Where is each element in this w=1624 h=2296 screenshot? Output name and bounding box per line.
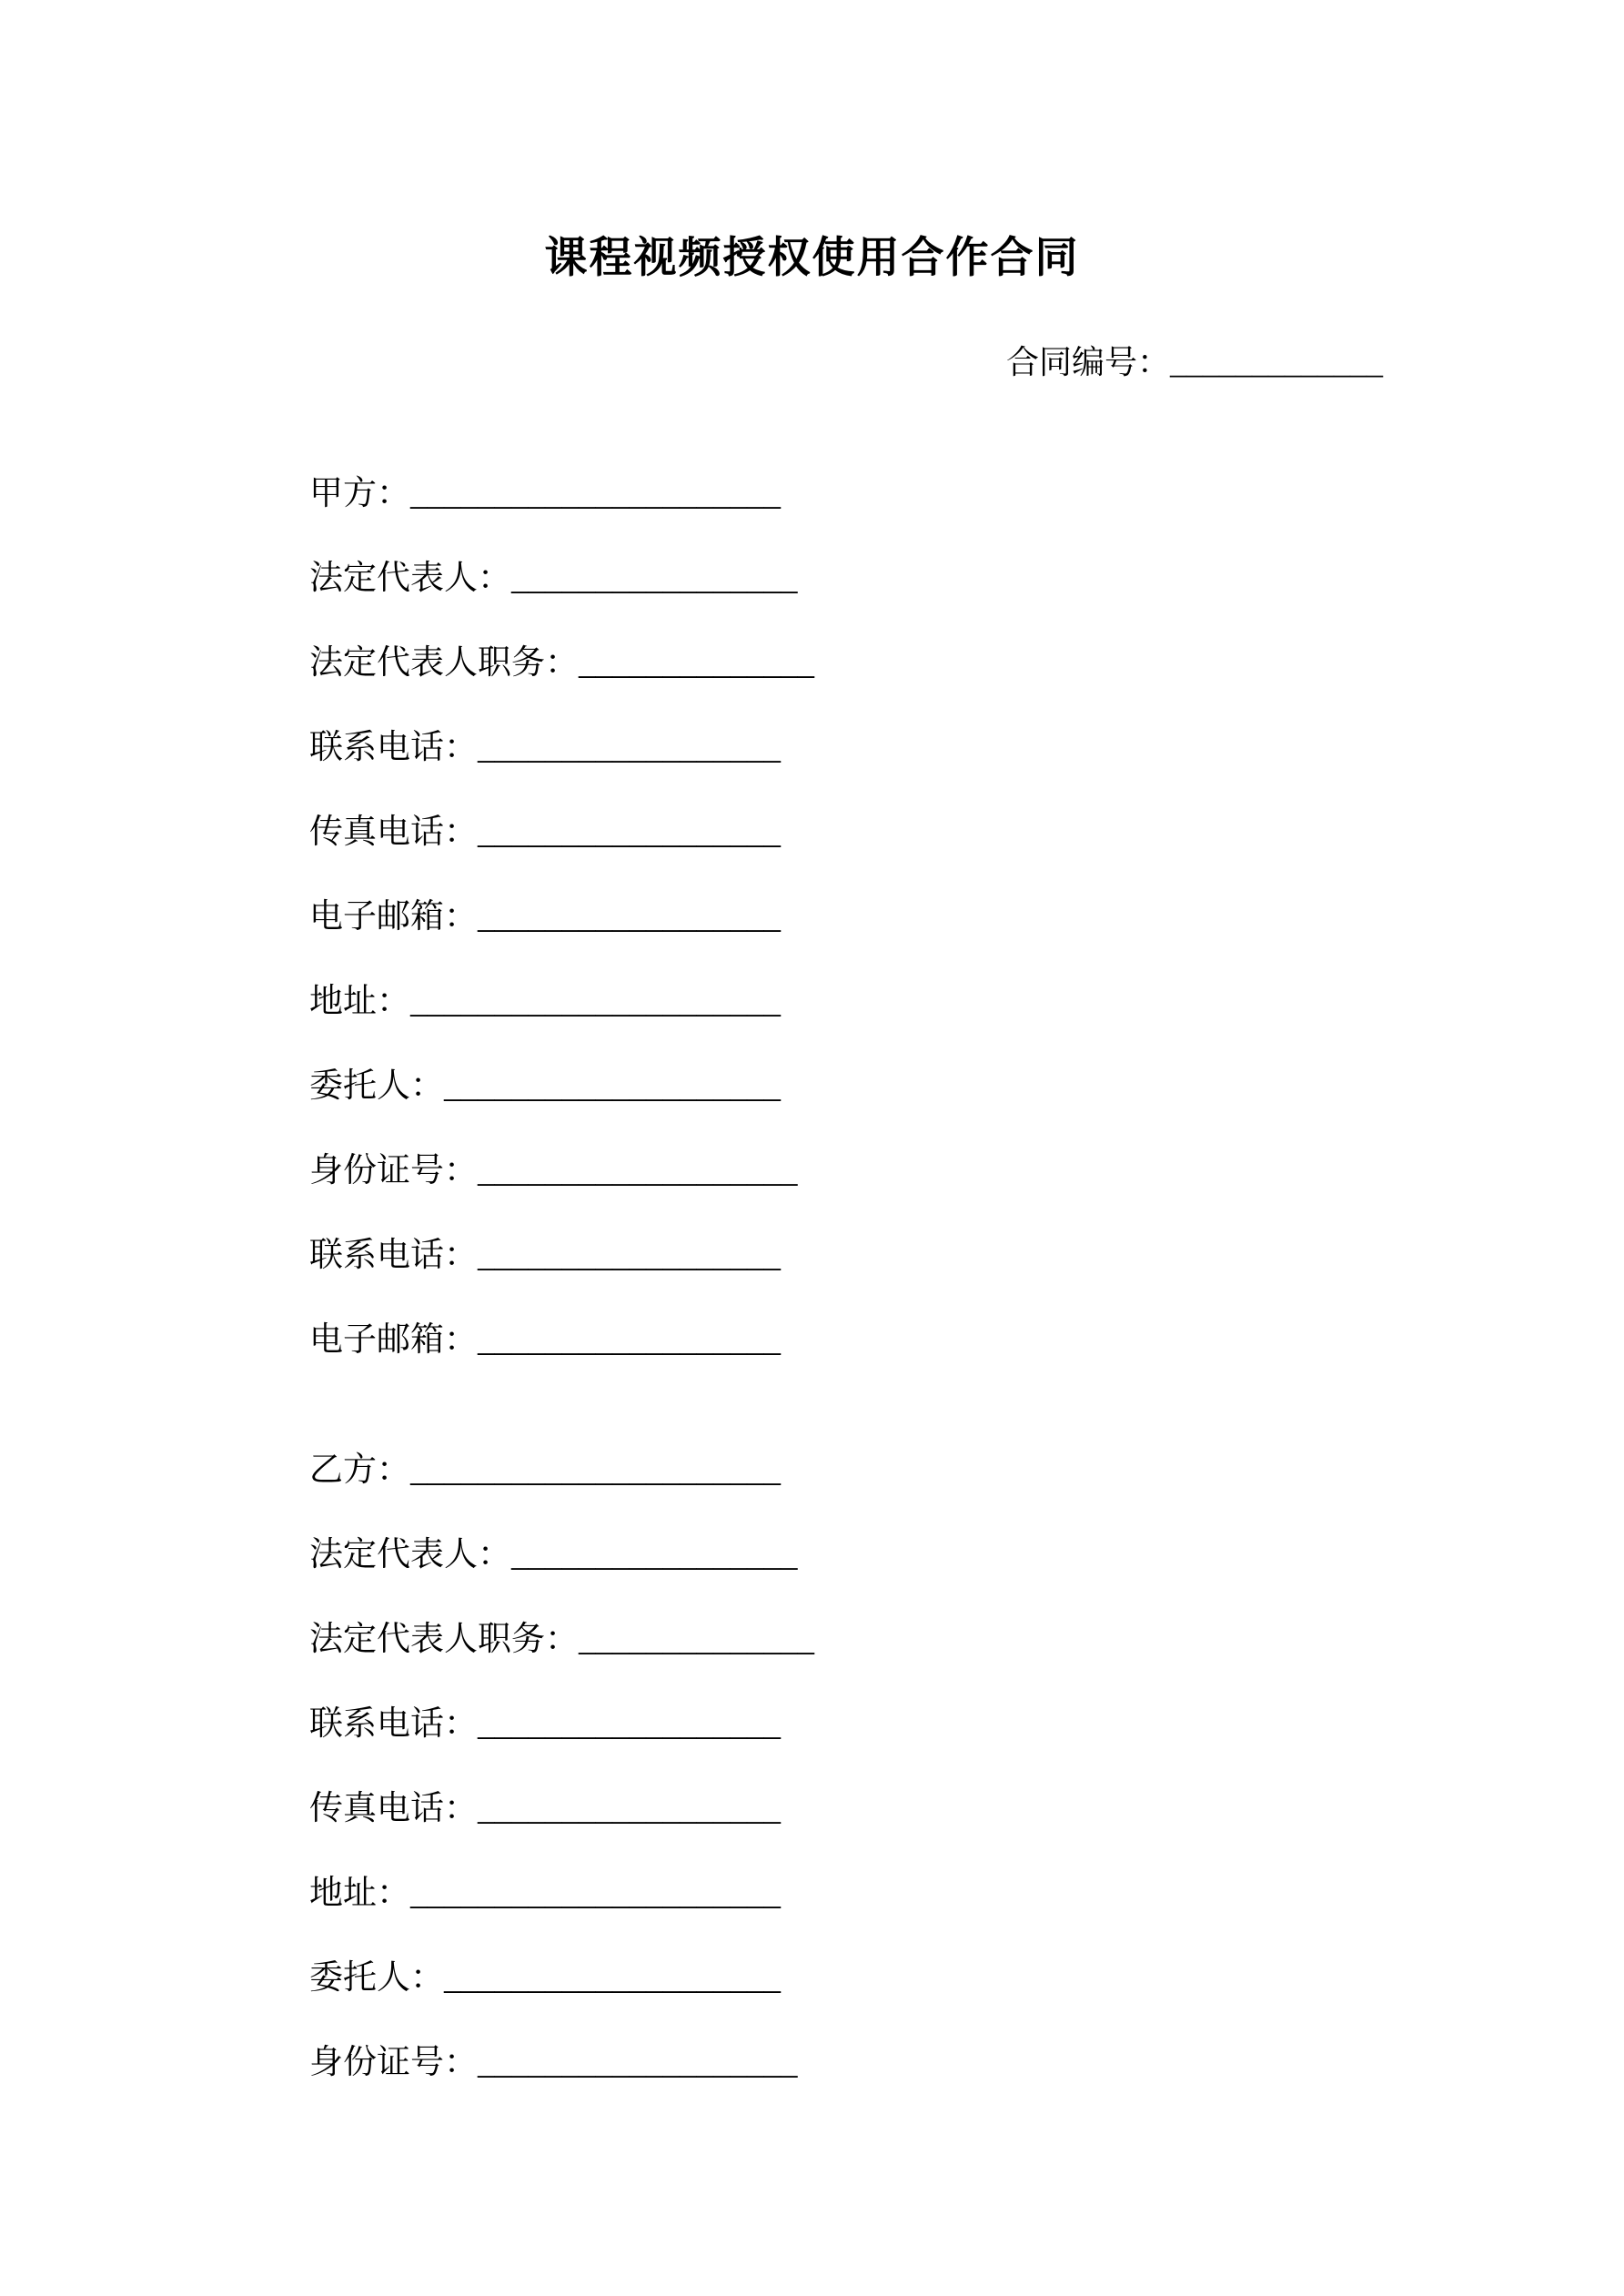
form-field-row [309, 1707, 814, 1741]
field-label: 地址： [309, 1875, 410, 1912]
field-blank-line[interactable]: ____________________ [444, 1959, 781, 1997]
form-field-row [309, 477, 814, 511]
field-label: 身份证号： [309, 1152, 478, 1189]
field-label: 联系电话： [309, 729, 478, 766]
field-blank-line[interactable]: ______________ [579, 1621, 814, 1658]
form-field-row [309, 646, 814, 680]
field-blank-line[interactable]: __________________ [478, 1321, 781, 1359]
form-fields [309, 477, 814, 2130]
field-label: 身份证号： [309, 2044, 478, 2081]
contract-number-label: 合同编号： [1005, 344, 1170, 380]
form-field-row [309, 815, 814, 849]
field-label: 法定代表人职务： [309, 1621, 579, 1658]
field-blank-line[interactable]: __________________ [478, 729, 781, 766]
field-label: 传真电话： [309, 1790, 478, 1827]
field-label: 联系电话： [309, 1705, 478, 1743]
form-field-row [309, 1538, 814, 1572]
contract-number-line [1006, 344, 1383, 380]
field-blank-line[interactable]: __________________ [478, 1790, 781, 1827]
form-field-row [309, 1623, 814, 1656]
contract-number-blank-line[interactable]: _____________ [1170, 344, 1383, 380]
form-field-row [309, 985, 814, 1018]
field-blank-line[interactable]: ___________________ [478, 2044, 798, 2081]
form-field-row [309, 900, 814, 934]
form-field-row [309, 561, 814, 595]
field-blank-line[interactable]: ______________ [579, 644, 814, 682]
form-field-row [309, 1069, 814, 1103]
field-label: 甲方： [309, 475, 410, 512]
section-gap [309, 1408, 814, 1453]
field-blank-line[interactable]: ______________________ [410, 983, 781, 1020]
field-blank-line[interactable]: _________________ [511, 560, 798, 597]
field-blank-line[interactable]: __________________ [478, 1705, 781, 1743]
form-field-row [309, 1792, 814, 1826]
field-label: 法定代表人： [309, 560, 511, 597]
form-field-row [309, 1154, 814, 1188]
document-title: 课程视频授权使用合作合同 [544, 233, 1080, 283]
field-label: 联系电话： [309, 1237, 478, 1274]
form-field-row [309, 1453, 814, 1487]
form-field-row [309, 1961, 814, 1995]
field-blank-line[interactable]: ______________________ [410, 1451, 781, 1489]
form-field-row [309, 1876, 814, 1910]
field-label: 地址： [309, 983, 410, 1020]
field-label: 电子邮箱： [309, 1321, 478, 1359]
field-label: 法定代表人职务： [309, 644, 579, 682]
field-blank-line[interactable]: __________________ [478, 1237, 781, 1274]
form-field-row [309, 731, 814, 764]
form-field-row [309, 2046, 814, 2079]
form-field-row [309, 1323, 814, 1357]
field-blank-line[interactable]: __________________ [478, 814, 781, 851]
field-label: 委托人： [309, 1959, 444, 1997]
form-field-row [309, 1239, 814, 1272]
field-blank-line[interactable]: ___________________ [478, 1152, 798, 1189]
field-label: 委托人： [309, 1067, 444, 1105]
field-label: 传真电话： [309, 814, 478, 851]
field-blank-line[interactable]: __________________ [478, 898, 781, 936]
field-label: 法定代表人： [309, 1536, 511, 1573]
field-blank-line[interactable]: ______________________ [410, 1875, 781, 1912]
field-blank-line[interactable]: ____________________ [444, 1067, 781, 1105]
field-label: 电子邮箱： [309, 898, 478, 936]
field-blank-line[interactable]: ______________________ [410, 475, 781, 512]
field-blank-line[interactable]: _________________ [511, 1536, 798, 1573]
field-label: 乙方： [309, 1451, 410, 1489]
